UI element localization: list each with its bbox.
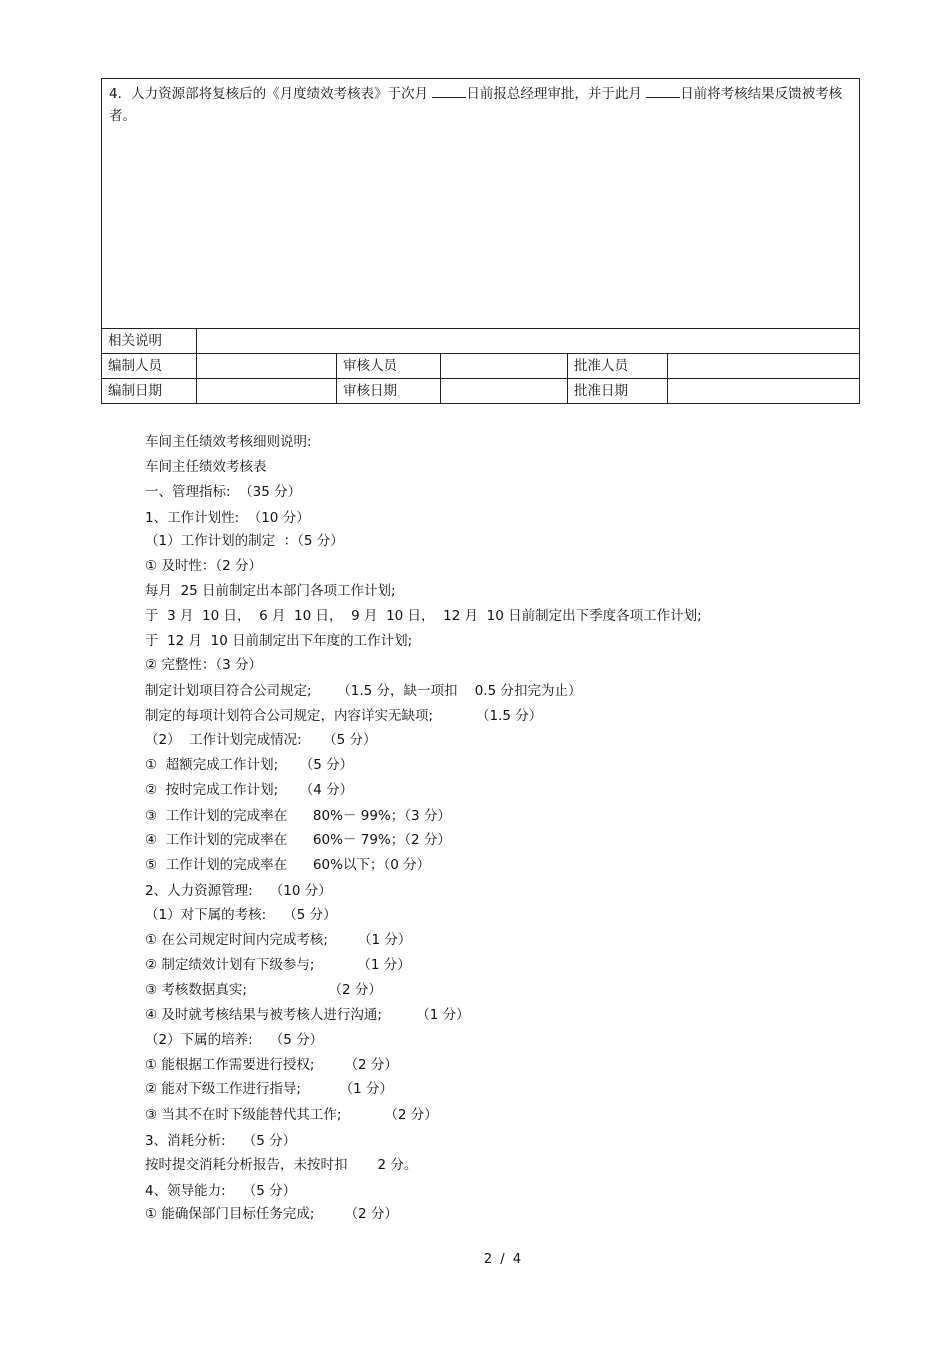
review-note [109,83,854,127]
text-line: 1、工作计划性: （10 分） [145,510,310,526]
text-line: ① 及时性：（2 分） [145,558,263,574]
text-line: 一、管理指标: （35 分） [145,484,302,500]
approve-date-value[interactable] [667,379,860,403]
text-line: 制定的每项计划符合公司规定，内容详实无缺项; （1.5 分） [145,708,543,724]
related-label: 相关说明 [108,333,162,349]
text-line: ④ 工作计划的完成率在 60%－ 79%；（2 分） [145,832,451,848]
text-line: 3、消耗分析: （5 分） [145,1133,297,1149]
approver-value[interactable] [667,354,860,378]
approver-label: 批准人员 [567,354,667,378]
text-line: 按时提交消耗分析报告，未按时扣 2 分。 [145,1157,418,1173]
text-line: ③ 工作计划的完成率在 80%－ 99%；（3 分） [145,808,451,824]
reviewer-value[interactable] [440,354,567,378]
text-line: 每月 25 日前制定出本部门各项工作计划; [145,583,396,599]
text-line: 车间主任绩效考核表 [145,459,267,475]
compiler-label: 编制人员 [108,358,162,374]
text-line: （1）对下属的考核: （5 分） [145,907,337,923]
text-line: （2）下属的培养: （5 分） [145,1032,324,1048]
text-line: ② 制定绩效计划有下级参与; （1 分） [145,957,411,973]
text-line: ③ 考核数据真实; （2 分） [145,982,382,998]
text-line: ② 完整性：（3 分） [145,657,263,673]
blank-field-2[interactable] [646,84,680,98]
text-line: ① 在公司规定时间内完成考核; （1 分） [145,932,412,948]
compile-date-value[interactable] [196,379,336,403]
note-part-3: 日前将考核结果反馈被考核者。 [109,86,843,124]
approve-date-label: 批准日期 [567,379,667,403]
total-pages: 4 [512,1252,522,1267]
page-separator: / [500,1252,505,1267]
review-date-label: 审核日期 [336,379,440,403]
note-part-2: 日前报总经理审批，并于此月 [466,86,642,102]
text-line: 2、人力资源管理: （10 分） [145,883,332,899]
staff-row [102,353,859,378]
text-line: ② 能对下级工作进行指导; （1 分） [145,1081,393,1097]
page-number [0,1252,950,1267]
text-line: 于 12 月 10 日前制定出下年度的工作计划; [145,633,413,649]
text-line: （2） 工作计划完成情况: （5 分） [145,732,377,748]
approval-table [101,78,860,404]
date-row [102,378,859,403]
text-line: ③ 当其不在时下级能替代其工作; （2 分） [145,1107,438,1123]
text-line: 车间主任绩效考核细则说明: [145,434,312,450]
current-page: 2 [483,1252,493,1267]
text-line: ④ 及时就考核结果与被考核人进行沟通; （1 分） [145,1007,470,1023]
text-line: ① 能根据工作需要进行授权; （2 分） [145,1057,398,1073]
related-row [102,328,859,353]
review-date-value[interactable] [440,379,567,403]
text-line: ① 能确保部门目标任务完成; （2 分） [145,1206,398,1222]
text-line: （1）工作计划的制定 ：（5 分） [145,533,344,549]
blank-field-1[interactable] [432,84,466,98]
text-line: ② 按时完成工作计划; （4 分） [145,782,354,798]
text-line: ① 超额完成工作计划; （5 分） [145,757,354,773]
text-line: 制定计划项目符合公司规定; （1.5 分，缺一项扣 0.5 分扣完为止） [145,683,582,699]
note-part-1: 4．人力资源部将复核后的《月度绩效考核表》于次月 [109,86,429,102]
compiler-value[interactable] [196,354,336,378]
reviewer-label: 审核人员 [336,354,440,378]
text-line: 4、领导能力: （5 分） [145,1183,297,1199]
text-line: 于 3 月 10 日， 6 月 10 日， 9 月 10 日， 12 月 10 日前制定出下季度各项工作计划; [145,608,702,624]
compile-date-label: 编制日期 [108,383,162,399]
text-line: ⑤ 工作计划的完成率在 60%以下；（0 分） [145,857,431,873]
related-value[interactable] [196,329,860,353]
